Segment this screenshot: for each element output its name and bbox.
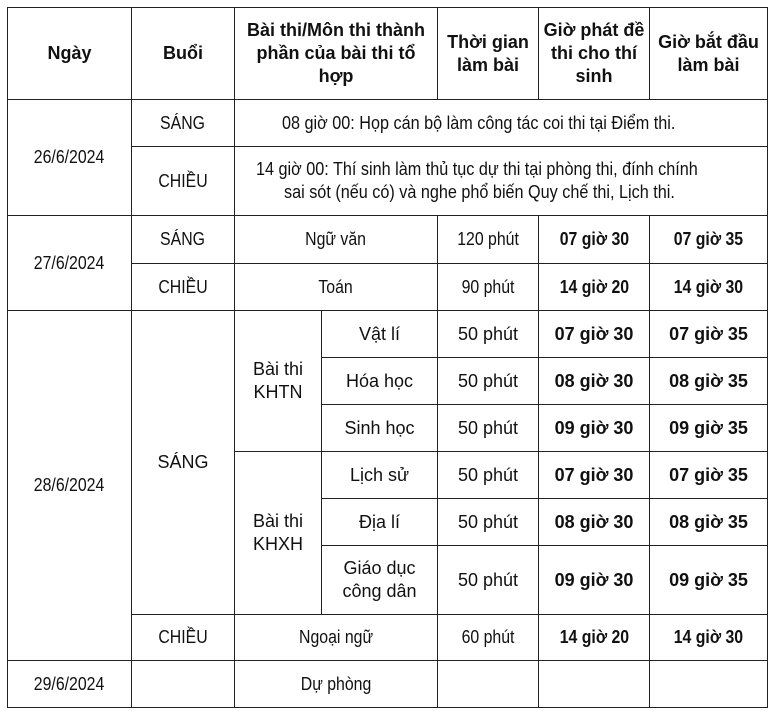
date-value: 27/6/2024	[34, 252, 105, 273]
start-time-cell	[650, 311, 768, 358]
note-cell	[235, 100, 768, 147]
distribute-time-cell	[539, 499, 650, 546]
group-label-line2: KHTN	[253, 382, 303, 402]
session-value: CHIỀU	[158, 170, 208, 191]
subject-value-line2: công dân	[342, 581, 417, 601]
date-cell	[8, 100, 132, 216]
session-cell	[132, 661, 235, 708]
distribute-time-cell	[539, 661, 650, 708]
table-row	[8, 311, 768, 358]
subject-value: Sinh học	[344, 417, 415, 438]
duration-cell	[438, 216, 539, 264]
subject-cell	[322, 499, 438, 546]
header-distribute-line2: thi cho thí	[551, 43, 637, 63]
subject-value: Ngữ văn	[305, 229, 367, 249]
start-time-cell	[650, 264, 768, 311]
duration-cell	[438, 661, 539, 708]
duration-cell	[438, 264, 539, 311]
start-time-value: 07 giờ 35	[669, 464, 748, 485]
start-time-cell	[650, 615, 768, 661]
start-time-cell	[650, 661, 768, 708]
start-time-cell	[650, 405, 768, 452]
distribute-time-value: 07 giờ 30	[554, 464, 634, 485]
group-cell-khxh	[235, 452, 322, 615]
distribute-time-value: 07 giờ 30	[559, 229, 629, 249]
header-subject-line2: phần của bài thi tổ	[256, 43, 416, 63]
group-label-line1: Bài thi	[252, 359, 304, 379]
date-value: 26/6/2024	[34, 147, 105, 167]
session-cell	[132, 615, 235, 661]
header-start-time	[650, 8, 768, 100]
duration-value: 50 phút	[457, 417, 519, 438]
session-cell	[132, 100, 235, 147]
start-time-cell	[650, 452, 768, 499]
session-cell	[132, 216, 235, 264]
header-subject	[235, 8, 438, 100]
subject-value: Địa lí	[358, 511, 400, 532]
distribute-time-cell	[539, 311, 650, 358]
distribute-time-cell	[539, 405, 650, 452]
session-value: SÁNG	[160, 112, 206, 133]
session-cell	[132, 147, 235, 216]
duration-value: 50 phút	[457, 464, 519, 485]
header-distribute-line3: sinh	[575, 66, 613, 86]
header-duration-line2: làm bài	[456, 54, 520, 75]
note-text: 08 giờ 00: Họp cán bộ làm công tác coi thi tại Điểm thi.	[282, 112, 676, 133]
header-session	[132, 8, 235, 100]
session-value: SÁNG	[160, 229, 206, 249]
subject-cell	[322, 546, 438, 615]
subject-cell	[235, 264, 438, 311]
date-cell	[8, 216, 132, 311]
start-time-value: 14 giờ 30	[673, 276, 744, 297]
session-cell	[132, 311, 235, 615]
start-time-cell	[650, 216, 768, 264]
group-label-line1: Bài thi	[252, 511, 304, 531]
start-time-value: 08 giờ 35	[669, 370, 748, 391]
header-session-label: Buổi	[163, 43, 203, 63]
date-value: 29/6/2024	[34, 673, 105, 694]
duration-value: 90 phút	[461, 276, 515, 297]
subject-cell	[322, 405, 438, 452]
subject-value: Lịch sử	[349, 464, 410, 485]
table-row	[8, 216, 768, 264]
distribute-time-value: 09 giờ 30	[554, 417, 634, 438]
duration-cell	[438, 358, 539, 405]
duration-cell	[438, 499, 539, 546]
distribute-time-cell	[539, 264, 650, 311]
distribute-time-value: 14 giờ 20	[559, 627, 629, 647]
duration-cell	[438, 405, 539, 452]
session-value: SÁNG	[157, 452, 209, 472]
header-subject-line1: Bài thi/Môn thi thành	[247, 20, 425, 40]
distribute-time-value: 14 giờ 20	[559, 276, 629, 297]
header-row	[8, 8, 768, 100]
subject-value: Dự phòng	[300, 673, 372, 694]
duration-value: 50 phút	[457, 370, 519, 391]
duration-value: 50 phút	[457, 511, 519, 532]
subject-cell	[322, 358, 438, 405]
distribute-time-value: 09 giờ 30	[554, 569, 634, 590]
duration-value: 60 phút	[461, 627, 515, 647]
table-row	[8, 661, 768, 708]
subject-cell	[235, 661, 438, 708]
duration-value: 50 phút	[457, 569, 519, 590]
subject-cell	[322, 452, 438, 499]
start-time-cell	[650, 358, 768, 405]
distribute-time-cell	[539, 452, 650, 499]
group-cell-khtn	[235, 311, 322, 452]
note-text-line1: 14 giờ 00: Thí sinh làm thủ tục dự thi tại phòng thi, đính chính	[255, 159, 698, 179]
session-value: CHIỀU	[158, 276, 208, 297]
start-time-value: 09 giờ 35	[669, 417, 748, 438]
subject-cell	[235, 615, 438, 661]
session-value: CHIỀU	[158, 627, 208, 647]
start-time-value: 07 giờ 35	[673, 229, 744, 249]
start-time-cell	[650, 499, 768, 546]
header-subject-line3: hợp	[318, 66, 354, 86]
header-start-line2: làm bài	[677, 54, 740, 75]
note-text-line2: sai sót (nếu có) và nghe phổ biến Quy chế thi, Lịch thi.	[283, 182, 675, 202]
group-label-line2: KHXH	[252, 534, 303, 554]
duration-cell	[438, 546, 539, 615]
note-cell	[235, 147, 768, 216]
subject-cell	[235, 216, 438, 264]
distribute-time-value: 08 giờ 30	[554, 511, 634, 532]
header-date-label: Ngày	[47, 43, 92, 63]
distribute-time-cell	[539, 546, 650, 615]
distribute-time-value: 07 giờ 30	[554, 323, 634, 344]
duration-value: 120 phút	[457, 229, 519, 249]
duration-cell	[438, 615, 539, 661]
header-duration	[438, 8, 539, 100]
distribute-time-cell	[539, 358, 650, 405]
start-time-value: 07 giờ 35	[669, 323, 748, 344]
subject-value-line1: Giáo dục	[343, 558, 416, 578]
exam-schedule-table	[7, 7, 768, 708]
header-distribute-time	[539, 8, 650, 100]
subject-value: Hóa học	[345, 370, 414, 391]
header-duration-line1: Thời gian	[447, 31, 529, 52]
header-distribute-line1: Giờ phát đề	[543, 20, 645, 40]
date-cell	[8, 311, 132, 661]
header-start-line1: Giờ bắt đầu	[658, 31, 759, 52]
start-time-value: 08 giờ 35	[669, 511, 748, 532]
header-date	[8, 8, 132, 100]
subject-value: Ngoại ngữ	[298, 627, 374, 647]
distribute-time-value: 08 giờ 30	[554, 370, 634, 391]
distribute-time-cell	[539, 615, 650, 661]
session-cell	[132, 264, 235, 311]
subject-value: Toán	[318, 276, 354, 297]
start-time-value: 09 giờ 35	[669, 569, 748, 590]
duration-cell	[438, 452, 539, 499]
subject-cell	[322, 311, 438, 358]
date-value: 28/6/2024	[34, 475, 105, 495]
duration-cell	[438, 311, 539, 358]
distribute-time-cell	[539, 216, 650, 264]
start-time-cell	[650, 546, 768, 615]
duration-value: 50 phút	[457, 323, 519, 344]
table-row	[8, 100, 768, 147]
subject-value: Vật lí	[358, 323, 401, 344]
start-time-value: 14 giờ 30	[673, 627, 744, 647]
date-cell	[8, 661, 132, 708]
